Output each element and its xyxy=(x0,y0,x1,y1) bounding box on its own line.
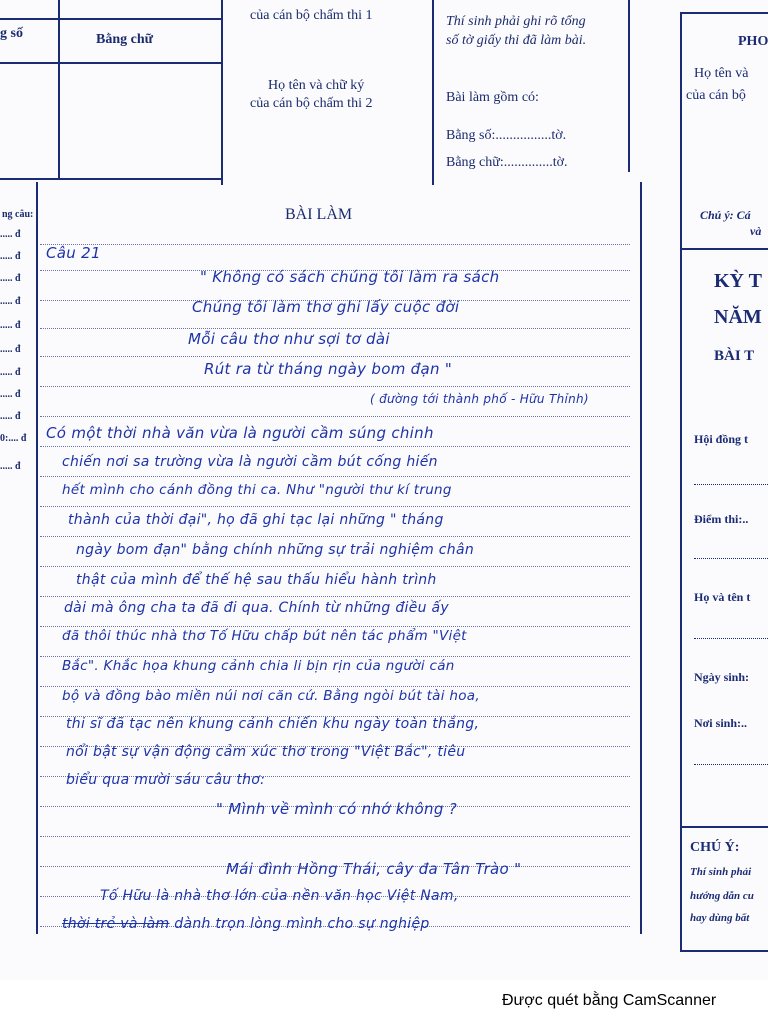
grader2-label-line2: của cán bộ chấm thi 2 xyxy=(250,96,373,111)
right-note-small: Chú ý: Cá xyxy=(700,208,751,222)
score-words-label: Bằng chữ xyxy=(96,32,154,47)
essay-line: hết mình cho cánh đồng thi ca. Như "người thư kí trung xyxy=(62,482,452,498)
right-cua-can-bo: của cán bộ xyxy=(686,88,746,103)
essay-line: thi sĩ đã tạc nên khung cảnh chiến khu ngày toàn thắng, xyxy=(66,716,480,732)
essay-line: thật của mình để thế hệ sau thấu hiểu hành trình xyxy=(76,572,437,588)
birth-date-label: Ngày sinh: xyxy=(694,670,750,684)
right-note-small: và xyxy=(750,224,762,238)
essay-line: thành của thời đại", họ đã ghi tạc lại những " tháng xyxy=(68,512,444,528)
score-number-fragment: g số xyxy=(0,26,23,41)
sheet-count-note-line1: Thí sinh phải ghi rõ tổng xyxy=(446,14,586,29)
score-row: ..... đ xyxy=(0,389,21,400)
essay-line xyxy=(62,916,430,932)
essay-line: biểu qua mười sáu câu thơ: xyxy=(66,772,266,788)
essay-line: Có một thời nhà văn vừa là người cầm súng chinh xyxy=(46,424,434,442)
essay-line: nổi bật sự vận động cảm xúc thơ trong "Việt Bắc", tiêu xyxy=(66,744,466,760)
score-row: ..... đ xyxy=(0,296,21,307)
birth-place-label: Nơi sinh:.. xyxy=(694,716,747,730)
poem-line: Mái đình Hồng Thái, cây đa Tân Trào " xyxy=(226,860,522,878)
sheet-count-label: Bài làm gồm có: xyxy=(446,90,539,105)
essay-line: chiến nơi sa trường vừa là người cầm bút cống hiến xyxy=(62,454,438,470)
candidate-name-label: Họ và tên t xyxy=(694,590,751,604)
note-text: hay dùng bất xyxy=(690,912,750,924)
essay-line: ngày bom đạn" bằng chính những sự trải nghiệm chân xyxy=(76,542,475,558)
exam-subject: BÀI T xyxy=(714,348,755,364)
exam-council-label: Hội đồng t xyxy=(694,432,749,446)
grader2-label-line1: Họ tên và chữ ký xyxy=(268,78,365,93)
exam-year: NĂM xyxy=(714,306,762,328)
essay-text: dành trọn lòng mình cho sự nghiệp xyxy=(174,916,430,932)
essay-line: đã thôi thúc nhà thơ Tố Hữu chấp bút nên tác phẩm "Việt xyxy=(62,628,467,644)
score-row: ..... đ xyxy=(0,411,21,422)
question-number: Câu 21 xyxy=(46,244,101,262)
sheet-count-note-line2: số tờ giấy thi đã làm bài. xyxy=(446,33,587,48)
score-row: ..... đ xyxy=(0,367,21,378)
score-row: ..... đ xyxy=(0,461,21,472)
score-row: ..... đ xyxy=(0,251,21,262)
quote-line: Mỗi câu thơ như sợi tơ dài xyxy=(188,330,390,348)
quote-line: Rút ra từ tháng ngày bom đạn " xyxy=(204,360,453,378)
struck-text: thời trẻ và làm xyxy=(62,916,170,932)
exam-title: KỲ T xyxy=(714,270,762,292)
poem-line: " Mình về mình có nhớ không ? xyxy=(216,800,457,818)
sheet-count-words: Bằng chữ:..............tờ. xyxy=(446,155,568,170)
note-heading: CHÚ Ý: xyxy=(690,840,740,855)
exam-site-label: Điểm thi:.. xyxy=(694,512,749,526)
note-text: hướng dẫn cu xyxy=(690,890,754,902)
answer-title: BÀI LÀM xyxy=(285,206,353,223)
sheet-count-number: Bằng số:................tờ. xyxy=(446,128,567,143)
score-margin-title: ng câu: xyxy=(2,209,34,220)
note-text: Thí sinh phải xyxy=(690,866,752,878)
quote-line: Chúng tôi làm thơ ghi lấy cuộc đời xyxy=(192,298,460,316)
grader1-label: của cán bộ chấm thi 1 xyxy=(250,8,373,23)
score-row: ..... đ xyxy=(0,273,21,284)
score-row: ..... đ xyxy=(0,344,21,355)
scanner-watermark: Được quét bằng CamScanner xyxy=(502,992,717,1009)
essay-line: dài mà ông cha ta đã đi qua. Chính từ những điều ấy xyxy=(64,600,450,616)
score-row: ..... đ xyxy=(0,229,21,240)
essay-line: Bắc". Khắc họa khung cảnh chia li bịn rịn của người cán xyxy=(62,658,455,674)
quote-source: ( đường tới thành phố - Hữu Thỉnh) xyxy=(370,392,589,406)
right-pho: PHO xyxy=(738,34,768,49)
right-ho-ten: Họ tên và xyxy=(694,66,749,81)
essay-line: bộ và đồng bào miền núi nơi căn cứ. Bằng ngòi bút tài hoa, xyxy=(62,688,480,704)
quote-line: " Không có sách chúng tôi làm ra sách xyxy=(200,268,500,286)
score-total: 0:.... đ xyxy=(0,433,27,444)
essay-line: Tố Hữu là nhà thơ lớn của nền văn học Việt Nam, xyxy=(100,888,459,904)
score-row: ..... đ xyxy=(0,320,21,331)
